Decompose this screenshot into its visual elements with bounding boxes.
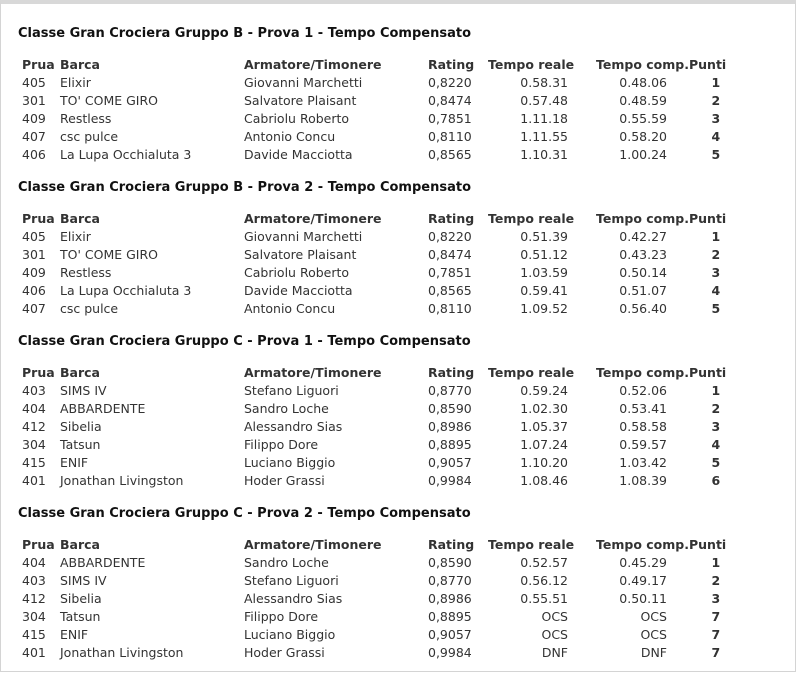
- punti-cell: 1: [711, 75, 721, 90]
- tempo-comp-cell: 0.53.41: [619, 401, 667, 416]
- tempo-reale-cell: 0.52.57: [520, 555, 568, 570]
- rating-cell: 0,7851: [428, 265, 472, 280]
- rating-cell: 0,8474: [428, 93, 472, 108]
- tempo-reale-cell: 0.51.12: [520, 247, 568, 262]
- prua-cell: 407: [22, 301, 46, 316]
- results-section: [18, 24, 788, 164]
- tempo-reale-cell: 0.58.31: [520, 75, 568, 90]
- armatore-cell: Hoder Grassi: [244, 645, 325, 660]
- section-title: Classe Gran Crociera Gruppo B - Prova 1 - Tempo Compensato: [18, 26, 472, 41]
- tempo-comp-cell: 0.52.06: [619, 383, 667, 398]
- results-table: [18, 364, 726, 490]
- armatore-cell: Hoder Grassi: [244, 473, 325, 488]
- punti-cell: 7: [711, 609, 721, 624]
- table-row: [18, 246, 726, 264]
- results-table: [18, 210, 726, 318]
- armatore-cell: Sandro Loche: [244, 555, 329, 570]
- armatore-cell: Salvatore Plaisant: [244, 247, 357, 262]
- tempo-comp-cell: 0.59.57: [619, 437, 667, 452]
- tempo-comp-cell: 0.58.20: [619, 129, 667, 144]
- prua-cell: 405: [22, 229, 46, 244]
- armatore-cell: Alessandro Sias: [244, 419, 343, 434]
- rating-cell: 0,8565: [428, 147, 472, 162]
- table-row: [18, 454, 726, 472]
- armatore-cell: Davide Macciotta: [244, 147, 353, 162]
- table-row: [18, 264, 726, 282]
- tempo-reale-cell: OCS: [541, 627, 568, 642]
- barca-cell: Jonathan Livingston: [60, 645, 184, 660]
- barca-cell: SIMS IV: [60, 383, 107, 398]
- tempo-reale-cell: 1.11.55: [520, 129, 568, 144]
- table-header-row: [18, 56, 726, 74]
- prua-cell: 404: [22, 555, 46, 570]
- barca-cell: Tatsun: [60, 609, 101, 624]
- armatore-cell: Giovanni Marchetti: [244, 229, 363, 244]
- rating-cell: 0,8220: [428, 229, 472, 244]
- punti-cell: 4: [711, 283, 721, 298]
- header-prua: Prua: [22, 365, 55, 380]
- header-tempo-reale: Tempo reale: [488, 537, 575, 552]
- results-table: [18, 536, 726, 662]
- rating-cell: 0,8110: [428, 301, 472, 316]
- prua-cell: 404: [22, 401, 46, 416]
- results-section: [18, 504, 788, 662]
- header-barca: Barca: [60, 365, 100, 380]
- prua-cell: 415: [22, 627, 46, 642]
- section-title: Classe Gran Crociera Gruppo B - Prova 2 - Tempo Compensato: [18, 180, 472, 195]
- punti-cell: 5: [711, 147, 721, 162]
- table-row: [18, 382, 726, 400]
- punti-cell: 3: [711, 591, 721, 606]
- table-row: [18, 626, 726, 644]
- header-tempo-comp: Tempo comp.: [596, 57, 689, 72]
- table-row: [18, 128, 726, 146]
- tempo-reale-cell: 0.59.24: [520, 383, 568, 398]
- armatore-cell: Antonio Concu: [244, 129, 336, 144]
- armatore-cell: Giovanni Marchetti: [244, 75, 363, 90]
- punti-cell: 7: [711, 645, 721, 660]
- header-rating: Rating: [428, 365, 475, 380]
- tempo-reale-cell: 0.57.48: [520, 93, 568, 108]
- armatore-cell: Filippo Dore: [244, 437, 319, 452]
- table-row: [18, 554, 726, 572]
- barca-cell: ENIF: [60, 455, 89, 470]
- header-tempo-comp: Tempo comp.: [596, 537, 689, 552]
- punti-cell: 6: [711, 473, 721, 488]
- tempo-comp-cell: 0.48.59: [619, 93, 667, 108]
- table-row: [18, 74, 726, 92]
- table-row: [18, 92, 726, 110]
- tempo-reale-cell: 1.09.52: [520, 301, 568, 316]
- armatore-cell: Davide Macciotta: [244, 283, 353, 298]
- tempo-comp-cell: 0.51.07: [619, 283, 667, 298]
- header-barca: Barca: [60, 57, 100, 72]
- rating-cell: 0,8590: [428, 555, 472, 570]
- armatore-cell: Stefano Liguori: [244, 573, 339, 588]
- barca-cell: La Lupa Occhialuta 3: [60, 283, 192, 298]
- rating-cell: 0,9057: [428, 627, 472, 642]
- tempo-reale-cell: 1.11.18: [520, 111, 568, 126]
- armatore-cell: Sandro Loche: [244, 401, 329, 416]
- rating-cell: 0,8110: [428, 129, 472, 144]
- punti-cell: 2: [711, 247, 721, 262]
- tempo-comp-cell: 0.45.29: [619, 555, 667, 570]
- barca-cell: Restless: [60, 111, 112, 126]
- header-tempo-comp: Tempo comp.: [596, 211, 689, 226]
- armatore-cell: Luciano Biggio: [244, 627, 336, 642]
- results-section: [18, 178, 788, 318]
- tempo-reale-cell: 0.51.39: [520, 229, 568, 244]
- armatore-cell: Cabriolu Roberto: [244, 111, 350, 126]
- header-prua: Prua: [22, 211, 55, 226]
- prua-cell: 401: [22, 645, 46, 660]
- table-header-row: [18, 210, 726, 228]
- tempo-reale-cell: 1.03.59: [520, 265, 568, 280]
- prua-cell: 412: [22, 419, 46, 434]
- tempo-reale-cell: 1.05.37: [520, 419, 568, 434]
- tempo-reale-cell: 0.55.51: [520, 591, 568, 606]
- barca-cell: Elixir: [60, 75, 91, 90]
- prua-cell: 415: [22, 455, 46, 470]
- tempo-comp-cell: OCS: [640, 609, 667, 624]
- punti-cell: 1: [711, 555, 721, 570]
- tempo-comp-cell: 1.00.24: [619, 147, 667, 162]
- tempo-comp-cell: 0.48.06: [619, 75, 667, 90]
- barca-cell: Elixir: [60, 229, 91, 244]
- header-tempo-reale: Tempo reale: [488, 57, 575, 72]
- tempo-reale-cell: 1.02.30: [520, 401, 568, 416]
- table-header-row: [18, 536, 726, 554]
- punti-cell: 1: [711, 383, 721, 398]
- table-header-row: [18, 364, 726, 382]
- barca-cell: La Lupa Occhialuta 3: [60, 147, 192, 162]
- prua-cell: 403: [22, 573, 46, 588]
- barca-cell: TO' COME GIRO: [60, 247, 159, 262]
- table-row: [18, 300, 726, 318]
- punti-cell: 2: [711, 573, 721, 588]
- rating-cell: 0,8770: [428, 573, 472, 588]
- punti-cell: 3: [711, 265, 721, 280]
- armatore-cell: Stefano Liguori: [244, 383, 339, 398]
- punti-cell: 3: [711, 419, 721, 434]
- tempo-reale-cell: 1.07.24: [520, 437, 568, 452]
- armatore-cell: Filippo Dore: [244, 609, 319, 624]
- prua-cell: 403: [22, 383, 46, 398]
- header-punti: Punti: [688, 211, 727, 226]
- prua-cell: 301: [22, 247, 46, 262]
- tempo-comp-cell: 0.49.17: [619, 573, 667, 588]
- header-rating: Rating: [428, 211, 475, 226]
- barca-cell: ABBARDENTE: [60, 401, 146, 416]
- header-punti: Punti: [688, 57, 727, 72]
- header-rating: Rating: [428, 537, 475, 552]
- prua-cell: 401: [22, 473, 46, 488]
- header-prua: Prua: [22, 57, 55, 72]
- barca-cell: csc pulce: [60, 129, 119, 144]
- tempo-comp-cell: 0.50.11: [619, 591, 667, 606]
- rating-cell: 0,8986: [428, 419, 472, 434]
- tempo-comp-cell: 0.58.58: [619, 419, 667, 434]
- table-row: [18, 110, 726, 128]
- table-row: [18, 590, 726, 608]
- rating-cell: 0,9057: [428, 455, 472, 470]
- results-table: [18, 56, 726, 164]
- punti-cell: 2: [711, 93, 721, 108]
- tempo-reale-cell: 1.08.46: [520, 473, 568, 488]
- tempo-comp-cell: 0.50.14: [619, 265, 667, 280]
- tempo-comp-cell: 0.56.40: [619, 301, 667, 316]
- prua-cell: 301: [22, 93, 46, 108]
- section-title: Classe Gran Crociera Gruppo C - Prova 2 - Tempo Compensato: [18, 506, 471, 521]
- tempo-reale-cell: 1.10.31: [520, 147, 568, 162]
- tempo-reale-cell: 0.59.41: [520, 283, 568, 298]
- prua-cell: 409: [22, 265, 46, 280]
- rating-cell: 0,8770: [428, 383, 472, 398]
- prua-cell: 406: [22, 283, 46, 298]
- armatore-cell: Antonio Concu: [244, 301, 336, 316]
- rating-cell: 0,8474: [428, 247, 472, 262]
- punti-cell: 4: [711, 437, 721, 452]
- rating-cell: 0,8590: [428, 401, 472, 416]
- prua-cell: 304: [22, 609, 46, 624]
- prua-cell: 407: [22, 129, 46, 144]
- prua-cell: 405: [22, 75, 46, 90]
- header-barca: Barca: [60, 537, 100, 552]
- header-armatore: Armatore/Timonere: [244, 537, 382, 552]
- header-armatore: Armatore/Timonere: [244, 365, 382, 380]
- table-row: [18, 282, 726, 300]
- tempo-comp-cell: 0.55.59: [619, 111, 667, 126]
- barca-cell: TO' COME GIRO: [60, 93, 159, 108]
- tempo-reale-cell: 0.56.12: [520, 573, 568, 588]
- armatore-cell: Salvatore Plaisant: [244, 93, 357, 108]
- barca-cell: SIMS IV: [60, 573, 107, 588]
- table-row: [18, 644, 726, 662]
- rating-cell: 0,8895: [428, 609, 472, 624]
- table-row: [18, 472, 726, 490]
- table-row: [18, 436, 726, 454]
- header-tempo-reale: Tempo reale: [488, 365, 575, 380]
- header-tempo-comp: Tempo comp.: [596, 365, 689, 380]
- header-tempo-reale: Tempo reale: [488, 211, 575, 226]
- rating-cell: 0,8220: [428, 75, 472, 90]
- table-row: [18, 608, 726, 626]
- punti-cell: 1: [711, 229, 721, 244]
- header-barca: Barca: [60, 211, 100, 226]
- barca-cell: ENIF: [60, 627, 89, 642]
- prua-cell: 304: [22, 437, 46, 452]
- punti-cell: 7: [711, 627, 721, 642]
- armatore-cell: Cabriolu Roberto: [244, 265, 350, 280]
- table-row: [18, 400, 726, 418]
- tempo-comp-cell: 1.03.42: [619, 455, 667, 470]
- barca-cell: Tatsun: [60, 437, 101, 452]
- header-armatore: Armatore/Timonere: [244, 57, 382, 72]
- barca-cell: Sibelia: [60, 591, 102, 606]
- prua-cell: 409: [22, 111, 46, 126]
- prua-cell: 406: [22, 147, 46, 162]
- header-punti: Punti: [688, 537, 727, 552]
- header-punti: Punti: [688, 365, 727, 380]
- header-armatore: Armatore/Timonere: [244, 211, 382, 226]
- table-row: [18, 572, 726, 590]
- barca-cell: Sibelia: [60, 419, 102, 434]
- barca-cell: Restless: [60, 265, 112, 280]
- rating-cell: 0,7851: [428, 111, 472, 126]
- tempo-reale-cell: DNF: [541, 645, 568, 660]
- barca-cell: ABBARDENTE: [60, 555, 146, 570]
- armatore-cell: Luciano Biggio: [244, 455, 336, 470]
- header-prua: Prua: [22, 537, 55, 552]
- rating-cell: 0,8565: [428, 283, 472, 298]
- barca-cell: Jonathan Livingston: [60, 473, 184, 488]
- rating-cell: 0,9984: [428, 473, 472, 488]
- section-title: Classe Gran Crociera Gruppo C - Prova 1 - Tempo Compensato: [18, 334, 471, 349]
- rating-cell: 0,9984: [428, 645, 472, 660]
- header-rating: Rating: [428, 57, 475, 72]
- tempo-comp-cell: 1.08.39: [619, 473, 667, 488]
- punti-cell: 5: [711, 455, 721, 470]
- punti-cell: 4: [711, 129, 721, 144]
- armatore-cell: Alessandro Sias: [244, 591, 343, 606]
- prua-cell: 412: [22, 591, 46, 606]
- tempo-reale-cell: 1.10.20: [520, 455, 568, 470]
- rating-cell: 0,8895: [428, 437, 472, 452]
- tempo-comp-cell: 0.43.23: [619, 247, 667, 262]
- barca-cell: csc pulce: [60, 301, 119, 316]
- punti-cell: 3: [711, 111, 721, 126]
- punti-cell: 5: [711, 301, 721, 316]
- punti-cell: 2: [711, 401, 721, 416]
- table-row: [18, 146, 726, 164]
- tempo-comp-cell: OCS: [640, 627, 667, 642]
- tempo-reale-cell: OCS: [541, 609, 568, 624]
- rating-cell: 0,8986: [428, 591, 472, 606]
- results-section: [18, 332, 788, 490]
- table-row: [18, 418, 726, 436]
- tempo-comp-cell: 0.42.27: [619, 229, 667, 244]
- table-row: [18, 228, 726, 246]
- tempo-comp-cell: DNF: [640, 645, 667, 660]
